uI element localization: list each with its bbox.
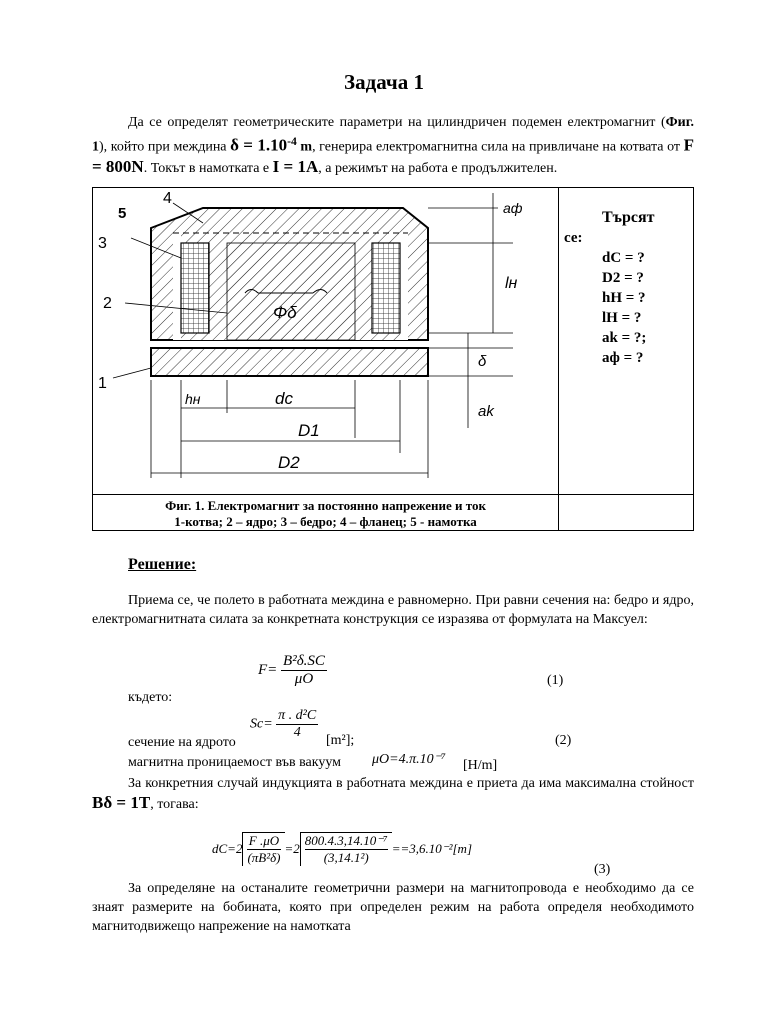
label-5: 5: [118, 205, 127, 222]
equation-number-2: (2): [555, 733, 572, 748]
sought-list: [564, 208, 689, 368]
where-label: където:: [128, 690, 173, 705]
formula-section: Sc= $\frac{\text{π . d²C}}{4}$: [250, 708, 317, 740]
gap-value: δ = 1.10: [230, 135, 288, 155]
sought-item: aф = ?: [602, 350, 644, 366]
intro-text-2: ), който при междина: [99, 139, 231, 155]
section-unit: [m²];: [326, 733, 355, 748]
permeability-unit: [H/m]: [463, 758, 498, 773]
formula-permeability: μO=4.π.10⁻⁷: [372, 752, 446, 767]
label-ln: lн: [505, 275, 518, 292]
label-flux: Φδ: [273, 303, 297, 322]
page-title: Задача 1: [344, 70, 424, 94]
intro-text-4: . Токът в намотката е: [143, 160, 273, 176]
formula-force: F= $\frac{\text{B²δ.SC}}{\mu O}$: [258, 653, 325, 687]
section-label: сечение на ядрото: [128, 735, 236, 750]
figure-caption: [93, 498, 558, 530]
permeability-label: магнитна проницаемост във вакуум: [128, 755, 341, 770]
label-4: 4: [163, 190, 172, 207]
sought-item: D2 = ?: [602, 270, 644, 286]
equation-number-3: (3): [594, 862, 611, 877]
intro-text-5: , а режимът на работа е продължителен.: [318, 160, 558, 176]
label-dc: dc: [275, 389, 293, 408]
solution-paragraph-1: Приема се, че полето в работната междина е равномерно. При равни сечения на: бедро и ядро, електромагнитната силата за конкретната конструкция се изразява от формулата на Максуел:: [92, 593, 694, 627]
label-3: 3: [98, 235, 107, 252]
solution-paragraph-2: [92, 774, 694, 814]
electromagnet-drawing: [93, 188, 558, 494]
solution-heading: Решение:: [128, 556, 197, 573]
sought-item: dC = ?: [602, 250, 645, 266]
caption-line-1: Фиг. 1. Електромагнит за постоянно напрежение и ток: [165, 498, 486, 513]
coil-left: [181, 243, 209, 333]
formula-core-diameter: dC=2 $\frac{F .\mu O}{\text{(πB²δ)}}$ =2 $\frac{\text{800.4.3,14.10⁻⁷}}{\text{(3,14.1²)}}$ ==3,6.10⁻²[m]: [212, 833, 472, 865]
sought-item: lН = ?: [602, 310, 642, 326]
induction-text-end: , тогава:: [150, 797, 199, 812]
gap-exponent: -4: [287, 135, 297, 148]
sought-heading-2: се:: [564, 230, 583, 246]
solution-paragraph-3: За определяне на останалите геометрични размери на магнитопровода е необходимо да се знаят размерите на бобината, която при определен режим на работа определя необходимото магнитодвижещо напрежение на намотката: [92, 881, 694, 934]
figure-table: [92, 187, 694, 531]
label-ak: ak: [478, 403, 494, 420]
induction-text: За конкретния случай индукцията в работната междина е приета да има максимална стойност: [128, 776, 694, 791]
armature: [151, 348, 428, 376]
label-aphi: aф: [503, 200, 523, 216]
intro-text-1: Да се определят геометрическите параметри на цилиндричен подемен електромагнит (: [128, 115, 666, 130]
figure-reference: Фиг. 1: [92, 115, 694, 155]
label-2: 2: [103, 295, 112, 312]
caption-line-2: 1-котва; 2 – ядро; 3 – бедро; 4 – фланец; 5 - намотка: [174, 514, 477, 529]
label-1: 1: [98, 375, 107, 392]
sought-item: ak = ?;: [602, 330, 647, 346]
label-hn: hн: [185, 391, 201, 407]
label-delta: δ: [478, 353, 487, 370]
label-d1: D1: [298, 421, 320, 440]
current-value: I = 1A: [272, 156, 319, 176]
sought-heading: Търсят: [602, 209, 655, 226]
intro-text-3: , генерира електромагнитна сила на привличане на котвата от: [312, 139, 684, 155]
sought-item: hН = ?: [602, 290, 646, 306]
equation-number-1: (1): [547, 673, 564, 688]
gap-unit: m: [296, 139, 313, 155]
label-d2: D2: [278, 453, 300, 472]
coil-right: [372, 243, 400, 333]
force-value: F = 800N: [92, 135, 695, 176]
problem-statement: [92, 113, 694, 178]
induction-value: Bδ = 1T: [92, 793, 151, 812]
